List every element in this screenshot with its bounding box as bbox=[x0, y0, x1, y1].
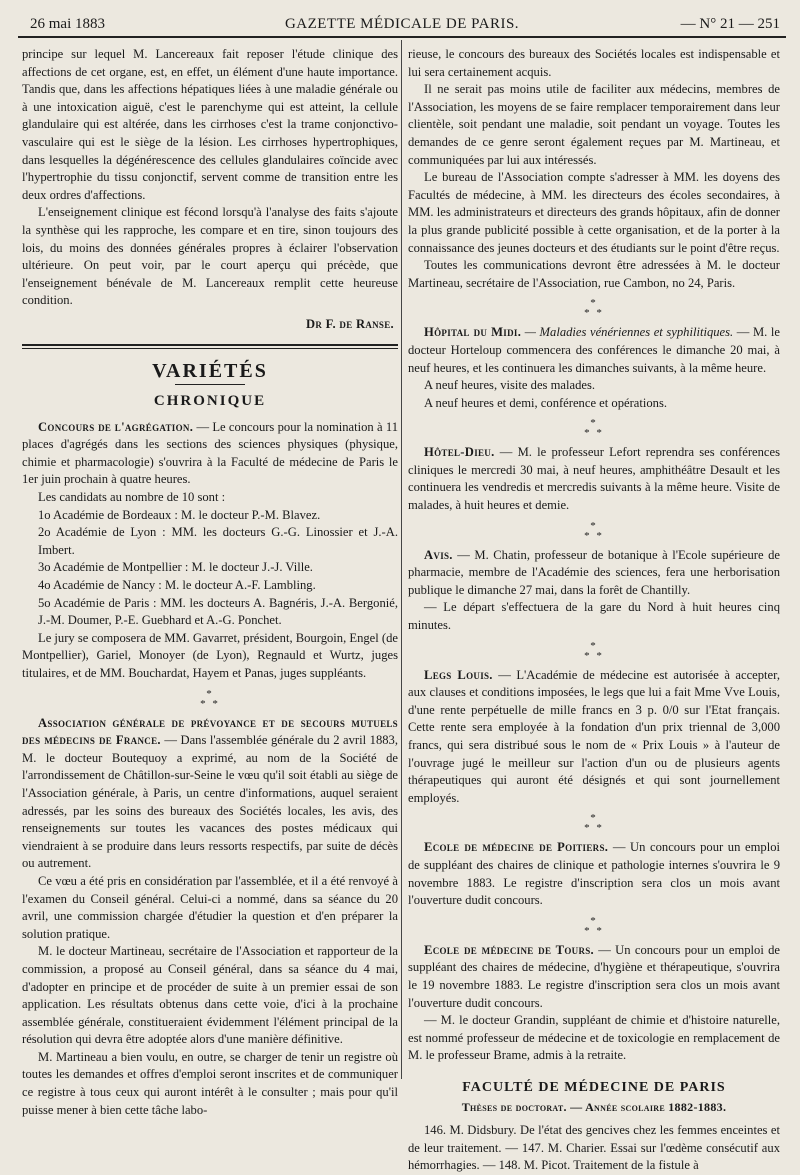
avis-heading: Avis. bbox=[424, 547, 453, 562]
assoc-paragraph: M. Martineau a bien voulu, en outre, se charger de tenir un registre où toutes les demandes et offres d'emploi seront inscrites et de communiquer ce registre à tous ceux qui auront intérêt à le consulter ; mais pour qu'il puisse mener à bien cette tâche labo- bbox=[22, 1049, 398, 1117]
candidats-list bbox=[22, 507, 398, 630]
midi-line: A neuf heures, visite des malades. bbox=[424, 378, 596, 393]
midi-paragraph bbox=[408, 324, 780, 377]
column-divider bbox=[401, 40, 402, 1079]
hotel-heading: Hôtel-Dieu. bbox=[424, 445, 495, 460]
issue-number: — N° 21 — 251 bbox=[680, 16, 780, 32]
midi-text: — M. le docteur Horteloup commencera des conférences le dimanche 20 mai, à neuf heures, et les continuera les dimanches suivants, à la même heure. bbox=[408, 325, 780, 375]
subsection-title: CHRONIQUE bbox=[153, 393, 267, 410]
avis-paragraph bbox=[408, 547, 780, 600]
assoc-continued: Il ne serait pas moins utile de faciliter aux médecins, membres de l'Association, les moyens de se faire remplacer temporairement dans leur clientèle, soit pendant une maladie, soit pendant un voyage. Toutes les demandes de ce genre seront également reçues par M. Martineau, et communiquées par lui aux intéressés. bbox=[408, 82, 780, 167]
assoc-text: — Dans l'assemblée générale du 2 avril 1883, M. le docteur Boutequoy a exprimé, au nom de la Société de l'arrondissement de Châtillon-sur-Seine le vœu qu'il soit établi au siège de l'Association générale, à Paris, un centre d'informations, auquel seraient adressés, par les soins des bureaux des Sociétés locales, les avis, des renseignements sur toutes les vacances des postes médicaux qui viendraient à se produire dans leurs ressorts respectifs, par suite de décès ou autrement. bbox=[22, 733, 398, 871]
assoc-continued: Toutes les communications devront être adressées à M. le docteur Martineau, secrétaire de l'Association, rue Cambon, no 24, Paris. bbox=[408, 258, 780, 290]
assoc-continued: rieuse, le concours des bureaux des Sociétés locales est indispensable et lui sera certainement acquis. bbox=[408, 47, 780, 79]
poitiers-paragraph bbox=[408, 839, 780, 909]
candidat-item: 1o Académie de Bordeaux : M. le docteur P.-M. Blavez. bbox=[38, 507, 321, 522]
section-rule bbox=[22, 344, 398, 349]
legs-paragraph bbox=[408, 667, 780, 808]
faculte-title: FACULTÉ DE MÉDECINE DE PARIS bbox=[462, 1079, 726, 1095]
poitiers-heading: Ecole de médecine de Poitiers. bbox=[424, 840, 609, 855]
tours-paragraph bbox=[408, 942, 780, 1012]
poitiers-text: — Un concours pour un emploi de suppléant des chaires de clinique et pathologie internes s'ouvrira le 9 novembre 1883. Le registre d'inscription sera clos un mois avant l'ouverture dudit concours. bbox=[408, 840, 780, 908]
tours-heading: Ecole de médecine de Tours. bbox=[424, 942, 594, 957]
avis-depart: — Le départ s'effectuera de la gare du Nord à huit heures cinq minutes. bbox=[408, 600, 780, 633]
hotel-text: — M. le professeur Lefort reprendra ses conférences cliniques le mercredi 30 mai, à neuf heures, amphithéâtre Desault et les continuera les vendredis et mercredis suivants à la même heure. Visite de malades, à huit heures et demie. bbox=[408, 445, 780, 513]
separator-stars: * * * bbox=[584, 297, 604, 320]
grandin-paragraph: — M. le docteur Grandin, suppléant de chimie et d'histoire naturelle, est nommé professeur de médecine et de toxicologie en remplacement de M. le professeur Brame, admis à la retraite. bbox=[408, 1013, 780, 1063]
legs-heading: Legs Louis. bbox=[424, 667, 493, 682]
candidat-item: 4o Académie de Nancy : M. le docteur A.-F. Lambling. bbox=[38, 578, 316, 593]
separator-stars: * * * bbox=[584, 812, 604, 835]
tours-text: — Un concours pour un emploi de suppléant des chaires de médecine, d'hygiène et thérapeutique, s'ouvrira le 19 novembre 1883. Le registre d'inscription sera clos un mois avant l'ouverture dudit concours. bbox=[408, 942, 781, 1010]
candidat-item: 2o Académie de Lyon : MM. les docteurs G.-G. Linossier et J.-A. Imbert. bbox=[38, 525, 398, 557]
author-signature: Dr F. de Ranse. bbox=[306, 316, 394, 331]
separator-stars: * * * bbox=[584, 914, 604, 937]
midi-line: A neuf heures et demi, conférence et opérations. bbox=[424, 395, 668, 410]
assoc-paragraph bbox=[22, 715, 398, 873]
assoc-heading: Association générale de prévoyance et de secours mutuels des médecins de France. bbox=[22, 715, 398, 748]
separator-stars: * * * bbox=[584, 417, 604, 440]
issue-date: 26 mai 1883 bbox=[30, 16, 105, 32]
candidat-item: 5o Académie de Paris : MM. les docteurs A. Bagnéris, J.-A. Bergonié, J.-M. Doumer, P.-E. Guebhard et A.-G. Ponchet. bbox=[38, 595, 398, 628]
jury-paragraph: Le jury se composera de MM. Gavarret, président, Bourgoin, Engel (de Montpellier), Gariel, Monoyer (de Lyon), Regnauld et Wurtz, juges titulaires, et de MM. Bouchardat, Hayem et Panas, juges suppléants. bbox=[22, 630, 398, 680]
separator-stars: * * * bbox=[584, 519, 604, 542]
candidats-intro: Les candidats au nombre de 10 sont : bbox=[38, 490, 226, 505]
intro-paragraph: L'enseignement clinique est fécond lorsqu'à l'analyse des faits s'ajoute la synthèse qui les rapproche, les compare et en tire, sinon toujours des lois, du moins des données générales propres à éclairer l'observation ultérieure. On peut voir, par le court aperçu qui précède, que l'enseignement bénévale de M. Lancereaux remplit cette heureuse condition. bbox=[22, 205, 398, 308]
agregation-text: — Le concours pour la nomination à 11 places d'agrégés dans les sections des sciences physiques (physique, chimie et pharmacologie) s'ouvrira à la Faculté de médecine de Paris le 1er juin prochain à quatre heures. bbox=[22, 419, 398, 487]
section-title: VARIÉTÉS bbox=[152, 359, 268, 382]
agregation-heading: Concours de l'agrégation. bbox=[38, 419, 194, 434]
hotel-paragraph bbox=[408, 444, 780, 514]
agregation-paragraph bbox=[22, 419, 398, 489]
journal-title: GAZETTE MÉDICALE DE PARIS. bbox=[284, 16, 520, 32]
midi-title: — Maladies vénériennes et syphilitiques. bbox=[521, 325, 734, 340]
midi-heading: Hôpital du Midi. bbox=[424, 325, 522, 340]
page-header bbox=[18, 10, 786, 38]
separator-stars: * * * bbox=[584, 639, 604, 662]
assoc-paragraph: M. le docteur Martineau, secrétaire de l'Association et rapporteur de la commission, a proposé au Conseil général, dans sa séance du 4 mai, d'adopter en principe et de procéder de suite à un premier essai de son application. Les résultats obtenus dans cette voie, d'ici à la prochaine assemblée générale, constitueraient évidemment l'élément principal de la résolution qui devra être adoptée alors d'une manière définitive. bbox=[22, 944, 398, 1047]
avis-text: — M. Chatin, professeur de botanique à l'Ecole supérieure de pharmacie, membre de l'Académie des sciences, fera une herborisation publique le dimanche 27 mai, dans la forêt de Chantilly. bbox=[408, 547, 780, 597]
separator-stars: * * * bbox=[200, 687, 220, 710]
theses-paragraph: 146. M. Didsbury. De l'état des gencives chez les femmes enceintes et de leur traitement. — 147. M. Charier. Essai sur l'œdème consécutif aux hémorrhagies. — 148. M. Picot. Traitement de la fistule à bbox=[408, 1123, 780, 1173]
legs-text: — L'Académie de médecine est autorisée à accepter, aux clauses et conditions imposées, le legs que lui a fait Mme Vve Louis, d'une rente perpétuelle de mille francs en 3 p. 0/0 sur l'Etat français. Cette rente sera employée à la fondation d'un prix triennal de 3,000 francs, qui sera distribué sous le nom de « Prix Louis » à l'auteur de l'ouvrage jugé le meilleur sur l'action d'un ou de plusieurs agents thérapeutiques qui auront été désignés et qui sont journellement employés. bbox=[408, 667, 780, 805]
intro-paragraph: principe sur lequel M. Lancereaux fait reposer l'étude clinique des affections de cet organe, est, en effet, un élément d'une haute importance. Tandis que, dans les affections hépatiques liées à une maladie générale ou à une intoxication aiguë, c'est le parenchyme qui est atteint, la cellule glandulaire qui est altérée, dans les cirrhoses c'est la trame conjonctivo-vasculaire qui est le siège de la lésion. Les cirrhoses hypertrophiques, dans lesquelles la dégénérescence des cellules glandulaires coïncide avec l'hypertrophie du tissu conjonctif, servent comme de transition entre les deux ordres d'affections. bbox=[22, 47, 398, 202]
assoc-paragraph: Ce vœu a été pris en considération par l'assemblée, et il a été renvoyé à l'examen du Conseil général. Celui-ci a nommé, dans sa séance du 20 avril, une commission chargée d'étudier la question et d'en préparer la solution pratique. bbox=[22, 873, 398, 941]
candidat-item: 3o Académie de Montpellier : M. le docteur J.-J. Ville. bbox=[38, 560, 313, 575]
right-column bbox=[408, 46, 780, 1175]
assoc-continued: Le bureau de l'Association compte s'adresser à MM. les doyens des Facultés de médecine, à MM. les directeurs des écoles secondaires, à MM. les administrateurs et directeurs des grands hôpitaux, afin de donner la plus grande publicité possible à cette organisation, et de la porter à la connaissance des jeunes docteurs et des étudiants sur le point d'être reçus. bbox=[408, 170, 780, 255]
theses-heading: Thèses de doctorat. — Année scolaire 1882-1883. bbox=[461, 1099, 727, 1114]
left-column bbox=[22, 46, 398, 1119]
title-rule bbox=[175, 384, 245, 385]
